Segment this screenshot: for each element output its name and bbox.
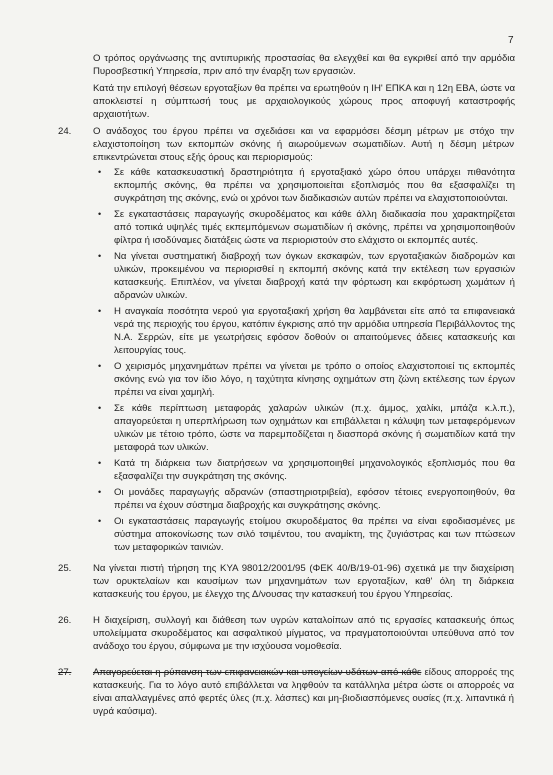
list-item-text: Οι μονάδες παραγωγής αδρανών (σπαστηριοτριβεία), εφόσον τέτοιες ενεργοποιηθούν, θα πρέπει να έχουν σύστημα διαβροχής και συγκράτησης σκόνης. bbox=[114, 487, 515, 511]
list-item bbox=[98, 402, 515, 454]
list-item-text: Η αναγκαία ποσότητα νερού για εργοταξιακή χρήση θα λαμβάνεται είτε από τα επιφανειακά νερά της περιοχής του έργου, κατόπιν έγκρισης από την αρμόδια υπηρεσία Περιβάλλοντος της Ν.Α. Σερρών, είτε με γεωτρήσεις εφόσον δοθούν οι απαιτούμενες άδειες κατασκευής και λειτουργίας τους. bbox=[114, 306, 515, 356]
list-item-text: Σε εγκαταστάσεις παραγωγής σκυροδέματος και κάθε άλλη διαδικασία που χαρακτηρίζεται από τοπικά υψηλές τιμές εκπεμπόμενων σωματιδίων ή σκόνης, πρέπει να χρησιμοποιηθούν φίλτρα ή ισοδύναμες διατάξεις ώστε να περιοριστούν στο ελάχιστο οι εκπομπές αυτές. bbox=[114, 209, 515, 246]
bullet-icon: • bbox=[98, 306, 102, 316]
page-number: 7 bbox=[508, 35, 514, 46]
list-item bbox=[98, 166, 515, 205]
list-item bbox=[98, 515, 515, 554]
item-number: 26. bbox=[58, 615, 72, 626]
list-item bbox=[98, 360, 515, 399]
list-item bbox=[98, 305, 515, 357]
list-item-text: Ο χειρισμός μηχανημάτων πρέπει να γίνεται με τρόπο ο οποίος ελαχιστοποιεί τις εκπομπές σκόνης ενώ για τον ίδιο λόγο, η ταχύτητα κίνησης οχημάτων στη ζώνη εκτέλεσης των έργων πρέπει να είναι χαμηλή. bbox=[114, 361, 515, 398]
item-number: 27. bbox=[58, 667, 72, 678]
list-item-text: Σε κάθε περίπτωση μεταφοράς χαλαρών υλικών (π.χ. άμμος, χαλίκι, μπάζα κ.λ.π.), απαγορεύεται η υπερπλήρωση των οχημάτων και επιβάλλεται η κάλυψη των μεταφερόμενων υλικών με τέτοιο τρόπο, ώστε να παρεμποδίζεται η διασπορά σκόνης ή σωματιδίων κατά την μεταφορά των υλικών. bbox=[114, 403, 515, 453]
item-number: 24. bbox=[58, 126, 72, 137]
list-item-text: Σε κάθε κατασκευαστική δραστηριότητα ή εργοταξιακό χώρο όπου υπάρχει πιθανότητα εκπομπής σκόνης, θα πρέπει να χρησιμοποιείται εξοπλισμός που θα εξασφαλίζει τη συγκράτηση της σκόνης, ενώ οι χρόνοι των διαδικασιών αυτών πρέπει να ελαχιστοποιούνται. bbox=[114, 167, 515, 204]
item-24 bbox=[58, 125, 514, 164]
bullet-icon: • bbox=[98, 209, 102, 219]
struck-text: Απαγορεύεται η ρύπανση των επιφανειακών και υπογείων υδάτων από κάθε bbox=[93, 667, 422, 678]
bullet-icon: • bbox=[98, 403, 102, 413]
item-text bbox=[93, 666, 514, 718]
item-26 bbox=[58, 614, 514, 653]
bullet-icon: • bbox=[98, 251, 102, 261]
list-item-text: Κατά τη διάρκεια των διατρήσεων να χρησιμοποιηθεί μηχανολογικός εξοπλισμός που θα εξασφαλίζει την συγκράτηση της σκόνης. bbox=[114, 458, 515, 482]
list-item bbox=[98, 208, 515, 247]
item-text: Η διαχείριση, συλλογή και διάθεση των υγρών καταλοίπων από τις εργασίες κατασκευής όπως υπολείμματα σκυροδέματος και ασφαλτικού μίγματος, να πραγματοποιούνται υπεύθυνα από τον ανάδοχο του έργου, σύμφωνα με την ισχύουσα νομοθεσία. bbox=[93, 615, 514, 652]
bullet-icon: • bbox=[98, 361, 102, 371]
list-item bbox=[98, 457, 515, 483]
bullet-icon: • bbox=[98, 516, 102, 526]
list-item bbox=[98, 250, 515, 302]
bullet-icon: • bbox=[98, 167, 102, 177]
item-text: Ο ανάδοχος του έργου πρέπει να σχεδιάσει και να εφαρμόσει δέσμη μέτρων με στόχο την ελαχιστοποίηση των εκπομπών σκόνης ή αιωρούμενων σωματιδίων. Αυτή η δέσμη μέτρων επικεντρώνεται στους εξής όρους και περιορισμούς: bbox=[93, 126, 514, 163]
bullet-icon: • bbox=[98, 487, 102, 497]
item-27 bbox=[58, 666, 514, 718]
item-25 bbox=[58, 562, 514, 601]
list-item-text: Οι εγκαταστάσεις παραγωγής ετοίμου σκυροδέματος θα πρέπει να είναι εφοδιασμένες με σύστημα αποκονίωσης των σιλό τσιμέντου, του αναμίκτη, της ζυγιάστρας και των πτώσεων των μεταφορικών ταινιών. bbox=[114, 516, 515, 553]
intro-paragraph-fire-protection: Ο τρόπος οργάνωσης της αντιπυρικής προστασίας θα ελεγχθεί και θα εγκριθεί από την αρμόδια Πυροσβεστική Υπηρεσία, πριν από την έναρξη των εργασιών. bbox=[93, 53, 515, 77]
list-item-text: Να γίνεται συστηματική διαβροχή των όγκων εκσκαφών, των εργοταξιακών διαδρομών και υλικών, προκειμένου να περιορισθεί η εκπομπή σκόνης κατά την εκτέλεση των εργασιών κατασκευής. Επιπλέον, να γίνεται διαβροχή κατά την φόρτωση και εκφόρτωση χωμάτων ή αδρανών υλικών. bbox=[114, 251, 515, 301]
intro-paragraph-site-selection: Κατά την επιλογή θέσεων εργοταξίων θα πρέπει να ερωτηθούν η ΙΗ' ΕΠΚΑ και η 12η ΕΒΑ, ώστε να αποκλειστεί η σύμπτωσή τους με αρχαιολογικούς χώρους προς αποφυγή καταστροφής αρχαιοτήτων. bbox=[93, 83, 515, 120]
item-text: Να γίνεται πιστή τήρηση της ΚΥΑ 98012/2001/95 (ΦΕΚ 40/Β/19-01-96) σχετικά με την διαχείριση των ορυκτελαίων και καυσίμων των μηχανημάτων των εργοταξίων, καθ' όλη τη διάρκεια κατασκευής του έργου, με έλεγχο της Δ/νουσας την κατασκευή του έργου Υπηρεσίας. bbox=[93, 563, 514, 600]
list-item bbox=[98, 486, 515, 512]
dust-measures-list bbox=[98, 166, 515, 554]
item-text-continued: είδους απορροές της κατασκευής. Για το λόγο αυτό επιβάλλεται να ληφθούν τα κατάλληλα μέτρα ώστε οι απορροές να είναι απαλλαγμένες από φερτές ύλες (π.χ. λάσπες) και μη-βιοδιασπόμενες ουσίες (π.χ. λιπαντικά ή υγρά καύσιμα). bbox=[93, 667, 515, 717]
bullet-icon: • bbox=[98, 458, 102, 468]
item-number: 25. bbox=[58, 563, 72, 574]
